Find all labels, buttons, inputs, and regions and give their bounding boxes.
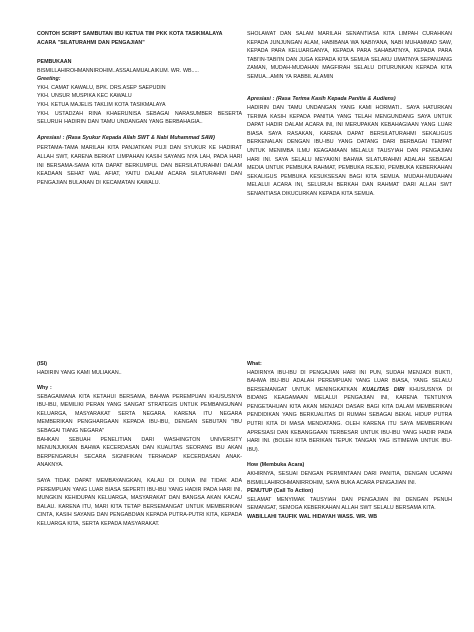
hadirin-line: HADIRIN YANG KAMI MULIAKAN.. (37, 369, 122, 376)
opening-salam: BISMILLAHIROHMANNIROHIM..ASSALAMUALAIKUM. WR. WB..... (37, 67, 199, 74)
paragraph: SELAMAT MENYIMAK TAUSYIAH DAN PENGAJIAN INI DENGAN PENUH SEMANGAT, SEMOGA KEBERKAHAN ALLAH SWT SELALU BERSAMA KITA. (247, 496, 452, 512)
apresiasi-heading: Apresiasi : (Rasa Terima Kasih Kepada Panitia & Audiens) (247, 96, 396, 103)
paragraph: AKHIRNYA, SESUAI DENGAN PERMINTAAN DARI PANITIA, DENGAN UCAPAN BISMILLAHIROHMANIRROHIM, SAYA BUKA ACARA PENGAJIAN INI. (247, 470, 452, 486)
paragraph: SAYA TIDAK DAPAT MEMBAYANGKAN, KALAU DI DUNIA INI TIDAK ADA PEREMPUAN YANG LUAR BIASA SEPERTI IBU-IBU YANG HADIR PADA HARI INI, MUNGKIN KEHIDUPAN KELUARGA, MASYARAKAT DAN BANGSA AKAN KACAU BALAU. KARENA ITU, MARI KITA TETAP BERSEMANGAT UNTUK MEMBERIKAN CINTA, KASIH SAYANG DAN PENGABDIAN KEPADA PUTRA-PUTRI KITA, KEPADA KELUARGA KITA, SERTA KEPADA MASYARAKAT. (37, 477, 242, 527)
isi-heading: (ISI) (37, 361, 48, 367)
column-bottom-left (37, 360, 242, 535)
column-top-right (247, 30, 452, 205)
greeting-line: YKH. USTADZAH RINA KHAERUNISA SEBAGAI NARASUMBER BESERTA SELURUH HADIRIN DAN TAMU UNDANGAN YANG BERBAHAGIA.. (37, 110, 242, 126)
paragraph: SEBAGAIMANA KITA KETAHUI BERSAMA, BAHWA PEREMPUAN KHUSUSNYA IBU-IBU, MEMILIKI PERAN YANG SANGAT STRATEGIS UNTUK PEMBANGUNAN KELUARGA, MASYARAKAT SERTA NEGARA. KARENA ITU NEGARA MEMBERIKAN PENGHARGAAN KEPADA IBU-IBU, DENGAN SEBUTAN "IBU SEBAGAI TIANG NEGARA" (37, 393, 242, 435)
column-bottom-right (247, 360, 452, 521)
apresiasi-heading: Apresiasi : (Rasa Syukur Kepada Allah SWT & Nabi Muhammad SAW) (37, 134, 215, 141)
paragraph-part: HADIRNYA IBU-IBU DI PENGAJIAN HARI INI PUN, SUDAH MENJADI BUKTI, BAHWA IBU-IBU ADALAH PEREMPUAN YANG LUAR BIASA, YANG SELALU BERSEMANGAT UNTUK MENINGKATKAN (247, 369, 452, 393)
column-top-left (37, 30, 242, 194)
greeting-line: YKH. KETUA MAJELIS TAKLIM KOTA TASIKMALAYA (37, 102, 166, 109)
script-title: CONTOH SCRIPT SAMBUTAN IBU KETUA TIM PKK KOTA TASIKMALAYA (37, 31, 223, 37)
what-heading: What: (247, 361, 262, 367)
pembukaan-heading: PEMBUKAAN (37, 59, 72, 66)
paragraph-part: KHUSUSNYA DI BIDANG KEAGAMAAN MELALUI PENGAJIAN INI, KARENA TENTUNYA PENGETAHUAN KITA AKAN MENJADI DASAR BAGI KITA DALAM MEMBERIKAN PENDIDIKAN YANG BERKUALITAS DI RUMAH SEBAGAI BEKAL HIDUP PUTRA PUTRI KITA DI MASA MENDATANG. OLEH KARENA ITU SAYA MEMBERIKAN APRESIASI DAN KEBANGGAAN TERBESAR UNTUK IBU-IBU YANG HADIR PADA HARI INI. (BOLEH KITA BERIKAN TEPUK TANGAN YAG ISTIMEWA UNTUK IBU-IBU). (247, 386, 453, 453)
paragraph: BAHKAN SEBUAH PENELITIAN DARI WASHINGTON UNIVERSITY MENUNJUKKAN BAHWA KECERDASAN DAN KUALITAS SEORANG IBU AKAN BERPENGARUH SECARA SIGNIFIKAN TERHADAP KECERDASAN ANAK-ANAKNYA. (37, 436, 242, 469)
why-heading: Why : (37, 385, 52, 392)
paragraph: PERTAMA-TAMA MARILAH KITA PANJATKAN PUJI DAN SYUKUR KE HADIRAT ALLAH SWT, KARENA BERKAT LIMPAHAN KASIH SAYANG NYA LAH, PADA HARI INI BERSAMA-SAMA KITA DAPAT BERKUMPUL DAN BERSILATURAHMI DALAM KEADAAN SEHAT WAL AFIAT, YAITU DALAM ACARA SILATURAHMI DAN PENGAJIAN BULANAN DI KECAMATAN KAWALU. (37, 145, 242, 186)
closing-line: WABILLAHI TAUFIK WAL HIDAYAH WASS. WR. WB (247, 513, 378, 520)
greeting-label: Greeting: (37, 76, 61, 83)
paragraph: SHOLAWAT DAN SALAM MARILAH SENANTIASA KITA LIMPAH CURAHKAN KEPADA JUNJUNGAN ALAM, HABIBANA WA NABIYANA, NABI MUHAMMAD SAW, KEPADA PARA KELUARGANYA, KEPADA PARA SAHABATNYA, KEPADA PARA TABI'IN-TABI'IN DAN JUGA KEPADA KITA SEMUA SELAKU UMATNYA SEPANJANG ZAMAN, MUDAH-MUDAHAN MAGFIRAH SELALU DITURUNKAN KEPADA KITA SEMUA...AMIN YA RABBIL ALAMIN (247, 31, 452, 80)
penutup-heading: PENUTUP (Call To Action) (247, 488, 314, 495)
paragraph (247, 369, 452, 455)
how-heading: How (Membuka Acara) (247, 462, 305, 469)
greeting-line: YKH. UNSUR MUSPIKA KEC KAWALU (37, 93, 132, 100)
greeting-line: YKH. CAMAT KAWALU, BPK. DRS.ASEP SAEPUDIN (37, 84, 166, 91)
emphasis-text: KUALITAS DIRI (362, 386, 405, 393)
event-title: ACARA "SILATURAHMI DAN PENGAJIAN" (37, 39, 145, 46)
paragraph: HADIRIN DAN TAMU UNDANGAN YANG KAMI HORMATI.. SAYA HATURKAN TERIMA KASIH KEPADA PANITIA YANG TELAH MENGUNDANG SAYA UNTUK DAPAT HADIR DALAM ACARA INI, INI MERUPAKAN KEBAHAGIAAN YANG LUAR BIASA SAYA RASAKAN, KARENA DAPAT BERSILATURAHMI SEKALIGUS BERKENALAN DENGAN IBU-IBU YANG DATANG DARI BERBAGAI TEMPAT UNTUK MENIMBA ILMU KEAGAMAAN MELALUI TAUSYIAH DAN PENGAJIAN HARI INI. SAYA SELALU MEYAKINI BAHWA SILATURAHMI ADALAH SEBAGAI MEDIA UNTUK PEMBUKA RAHMAT, PEMBUKA REJEKI, PEMBUKA KEBERKAHAN SEKALIGUS PEMBUKA KESUKSESAN BAGI KITA SEMUA. MUDAH-MUDAHAN MELALUI ACARA INI, SELURUH BERKAH DAN RAHMAT DARI ALLAH SWT SENANTIASA DIKUCURKAN KEPADA KITA SEMUA. (247, 105, 452, 197)
